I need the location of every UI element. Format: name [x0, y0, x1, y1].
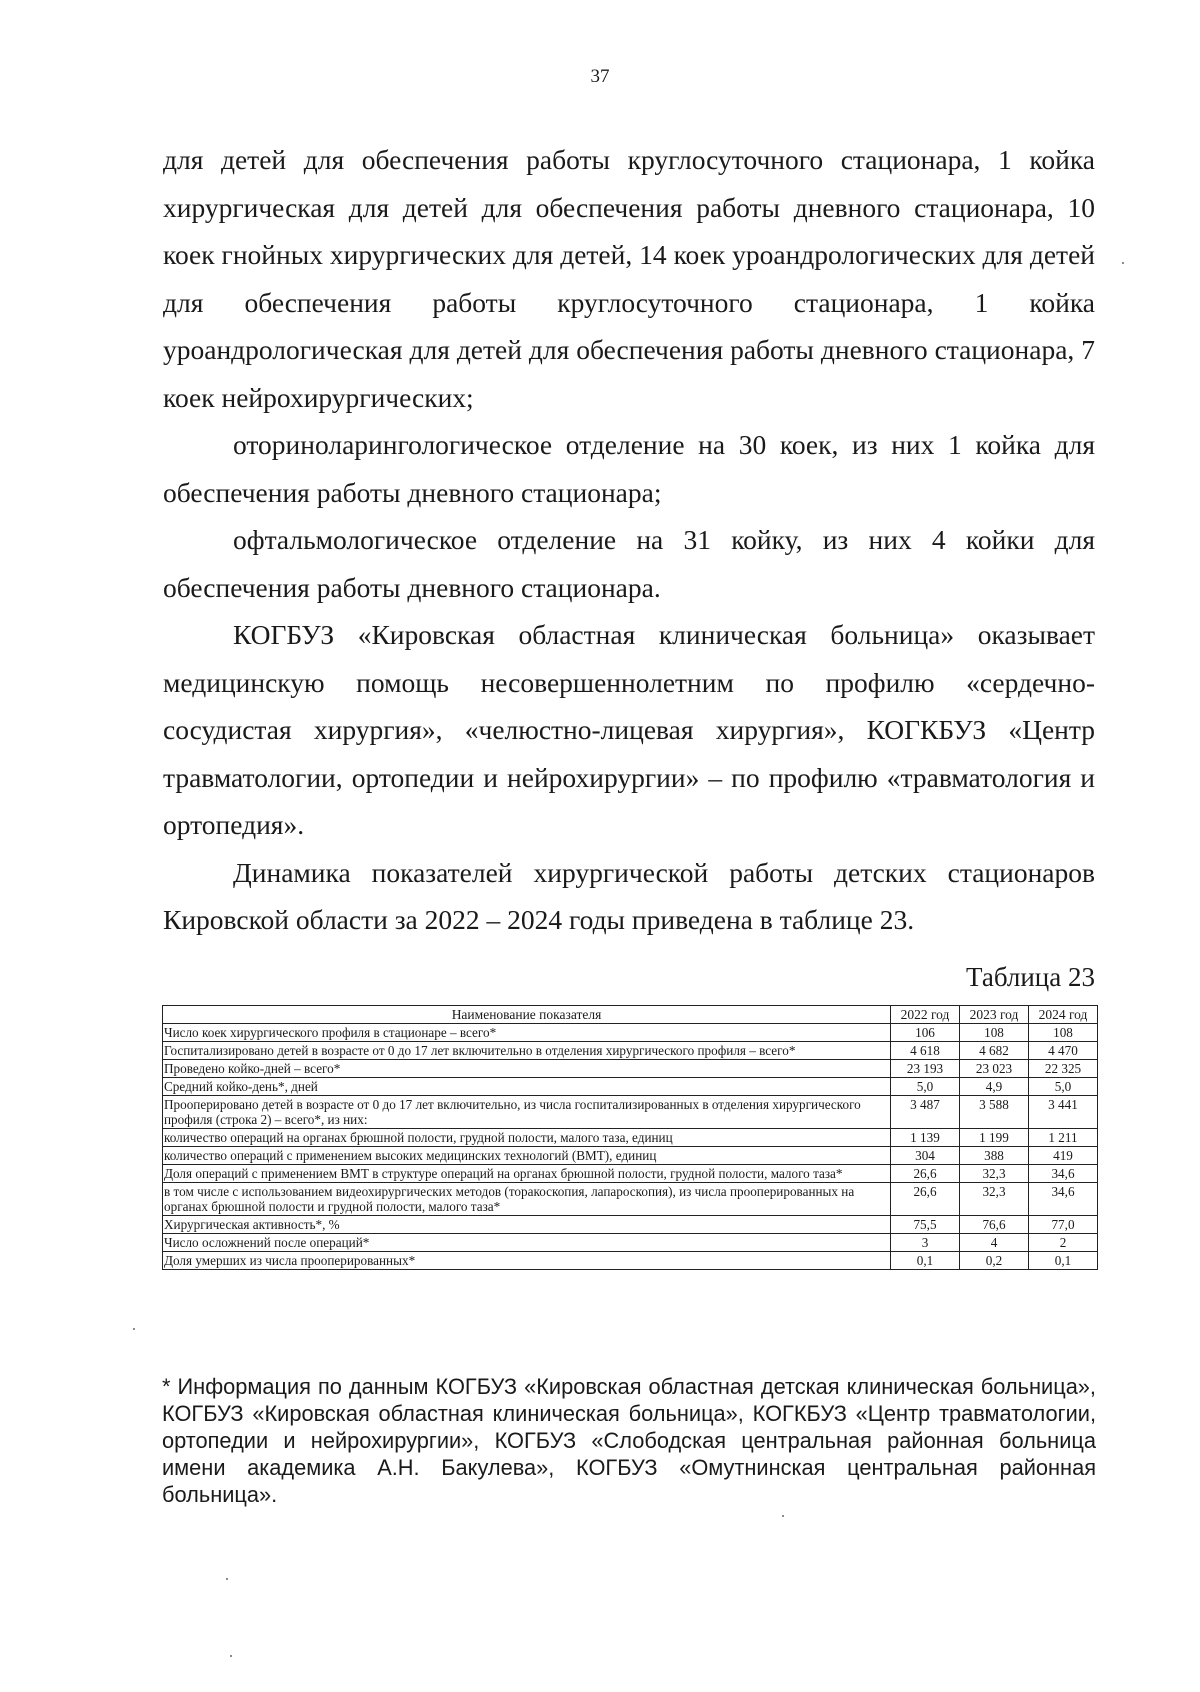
surgery-indicators-table: [162, 1005, 1098, 1270]
row-value-2024: 3 441: [1029, 1096, 1098, 1129]
row-value-2023: 108: [960, 1024, 1029, 1042]
table-row: [163, 1042, 1098, 1060]
row-indicator-name: Прооперировано детей в возрасте от 0 до 17 лет включительно, из числа госпитализированных в отделения хирургического профиля (строка 2) – всего*, из них:: [163, 1096, 891, 1129]
row-value-2022: 5,0: [891, 1078, 960, 1096]
row-indicator-name: Доля умерших из числа прооперированных*: [163, 1252, 891, 1270]
table-row: [163, 1060, 1098, 1078]
header-year-2024: 2024 год: [1029, 1006, 1098, 1024]
row-value-2022: 23 193: [891, 1060, 960, 1078]
row-value-2024: 2: [1029, 1234, 1098, 1252]
body-text: [163, 136, 1095, 944]
row-value-2024: 0,1: [1029, 1252, 1098, 1270]
row-indicator-name: количество операций с применением высоких медицинских технологий (ВМТ), единиц: [163, 1147, 891, 1165]
row-value-2024: 5,0: [1029, 1078, 1098, 1096]
table-row: [163, 1129, 1098, 1147]
row-value-2023: 4: [960, 1234, 1029, 1252]
paragraph-table-intro: Динамика показателей хирургической работы детских стационаров Кировской области за 2022 – 2024 годы приведена в таблице 23.: [163, 856, 1095, 935]
row-indicator-name: количество операций на органах брюшной полости, грудной полости, малого таза, единиц: [163, 1129, 891, 1147]
row-indicator-name: в том числе с использованием видеохирургических методов (торакоскопия, лапароскопия), из числа прооперированных на органах брюшной полости и грудной полости, малого таза*: [163, 1183, 891, 1216]
row-indicator-name: Число осложнений после операций*: [163, 1234, 891, 1252]
paragraph-beds-continuation: для детей для обеспечения работы круглосуточного стационара, 1 койка хирургическая для детей для обеспечения работы дневного стационара, 10 коек гнойных хирургических для детей, 14 коек уроандрологических для детей для обеспечения работы круглосуточного стационара, 1 койка уроандрологическая для детей для обеспечения работы дневного стационара, 7 коек нейрохирургических;: [163, 144, 1095, 413]
paragraph-ent-department: оториноларингологическое отделение на 30 коек, из них 1 койка для обеспечения работы дневного стационара;: [163, 429, 1095, 508]
row-indicator-name: Проведено койко-дней – всего*: [163, 1060, 891, 1078]
paragraph-ophthalmology-department: офтальмологическое отделение на 31 койку, из них 4 койки для обеспечения работы дневного стационара.: [163, 524, 1095, 603]
row-value-2022: 0,1: [891, 1252, 960, 1270]
row-value-2022: 75,5: [891, 1216, 960, 1234]
paragraph-regional-hospital: КОГБУЗ «Кировская областная клиническая больница» оказывает медицинскую помощь несовершеннолетним по профилю «сердечно-сосудистая хирургия», «челюстно-лицевая хирургия», КОГКБУЗ «Центр травматологии, ортопедии и нейрохирургии» – по профилю «травматология и ортопедия».: [163, 619, 1095, 840]
scan-speck: [230, 1655, 232, 1657]
row-value-2022: 1 139: [891, 1129, 960, 1147]
row-value-2022: 4 618: [891, 1042, 960, 1060]
row-value-2023: 76,6: [960, 1216, 1029, 1234]
row-indicator-name: Госпитализировано детей в возрасте от 0 до 17 лет включительно в отделения хирургического профиля – всего*: [163, 1042, 891, 1060]
row-indicator-name: Средний койко-день*, дней: [163, 1078, 891, 1096]
scan-speck: [782, 1515, 784, 1517]
row-value-2022: 304: [891, 1147, 960, 1165]
table-row: [163, 1078, 1098, 1096]
row-value-2024: 419: [1029, 1147, 1098, 1165]
row-value-2023: 0,2: [960, 1252, 1029, 1270]
row-value-2022: 3: [891, 1234, 960, 1252]
row-value-2023: 32,3: [960, 1165, 1029, 1183]
table-row: [163, 1216, 1098, 1234]
row-value-2024: 77,0: [1029, 1216, 1098, 1234]
row-value-2024: 34,6: [1029, 1165, 1098, 1183]
table-row: [163, 1096, 1098, 1129]
table-row: [163, 1147, 1098, 1165]
table-row: [163, 1252, 1098, 1270]
page-number: 37: [590, 66, 610, 87]
table-caption: Таблица 23: [966, 962, 1095, 992]
row-value-2023: 388: [960, 1147, 1029, 1165]
scan-speck: [226, 1578, 228, 1580]
scan-speck: [133, 1328, 135, 1330]
row-value-2024: 108: [1029, 1024, 1098, 1042]
row-indicator-name: Число коек хирургического профиля в стационаре – всего*: [163, 1024, 891, 1042]
table-row: [163, 1234, 1098, 1252]
row-value-2023: 1 199: [960, 1129, 1029, 1147]
row-value-2023: 32,3: [960, 1183, 1029, 1216]
row-value-2022: 106: [891, 1024, 960, 1042]
table-row: [163, 1183, 1098, 1216]
header-indicator-name: Наименование показателя: [163, 1006, 891, 1024]
row-value-2022: 26,6: [891, 1165, 960, 1183]
row-indicator-name: Доля операций с применением ВМТ в структуре операций на органах брюшной полости, грудной полости, малого таза*: [163, 1165, 891, 1183]
row-indicator-name: Хирургическая активность*, %: [163, 1216, 891, 1234]
row-value-2023: 4,9: [960, 1078, 1029, 1096]
header-year-2022: 2022 год: [891, 1006, 960, 1024]
row-value-2022: 26,6: [891, 1183, 960, 1216]
row-value-2024: 4 470: [1029, 1042, 1098, 1060]
row-value-2024: 22 325: [1029, 1060, 1098, 1078]
table-row: [163, 1024, 1098, 1042]
footnote-text: * Информация по данным КОГБУЗ «Кировская областная детская клиническая больница», КОГБУЗ «Кировская областная клиническая больница», КОГКБУЗ «Центр травматологии, ортопедии и нейрохирургии», КОГБУЗ «Слободская центральная районная больница имени академика А.Н. Бакулева», КОГБУЗ «Омутнинская центральная районная больница».: [162, 1374, 1096, 1507]
footnote: [162, 1373, 1096, 1508]
row-value-2023: 3 588: [960, 1096, 1029, 1129]
row-value-2022: 3 487: [891, 1096, 960, 1129]
row-value-2024: 34,6: [1029, 1183, 1098, 1216]
table-row: [163, 1165, 1098, 1183]
table-header-row: [163, 1006, 1098, 1024]
scan-speck: [1122, 262, 1124, 264]
header-year-2023: 2023 год: [960, 1006, 1029, 1024]
row-value-2024: 1 211: [1029, 1129, 1098, 1147]
row-value-2023: 4 682: [960, 1042, 1029, 1060]
row-value-2023: 23 023: [960, 1060, 1029, 1078]
